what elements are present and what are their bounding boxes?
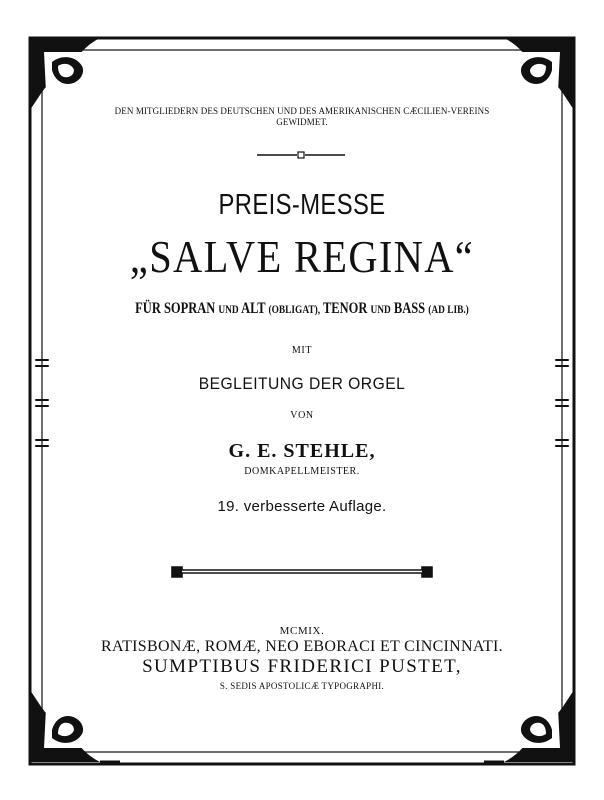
- composer-name: G. E. STEHLE,: [228, 440, 376, 462]
- scoring-alt: ALT: [241, 300, 266, 317]
- edition-text: 19. verbesserte Auflage.: [217, 498, 387, 515]
- dedication: [60, 106, 544, 128]
- scoring-obligat: (OBLIGAT),: [268, 302, 321, 316]
- title-content: [60, 0, 544, 800]
- mit-text: MIT: [291, 345, 313, 356]
- dedication-line-2: GEWIDMET.: [276, 117, 328, 127]
- scoring-soprano: FÜR SOPRAN: [135, 300, 216, 317]
- small-ornamental-rule: [60, 150, 544, 160]
- accompaniment-text: BEGLEITUNG DER ORGEL: [198, 374, 406, 393]
- imprint-publisher: SUMPTIBUS FRIDERICI PUSTET,: [142, 656, 462, 677]
- imprint-year: MCMIX.: [279, 625, 325, 637]
- dedication-line-1: DEN MITGLIEDERN DES DEUTSCHEN UND DES AMERIKANISCHEN CÆCILIEN-VEREINS: [114, 106, 490, 116]
- title-line-2: „SALVE REGINA“: [129, 231, 475, 282]
- imprint-printer: S. SEDIS APOSTOLICÆ TYPOGRAPHI.: [219, 681, 385, 691]
- scoring-ad-lib: (AD LIB.): [428, 302, 469, 316]
- voice-scoring: [113, 300, 491, 318]
- scoring-bass: BASS: [393, 300, 426, 317]
- von-text: VON: [290, 410, 314, 421]
- composer-position: DOMKAPELLMEISTER.: [244, 466, 360, 477]
- imprint-cities: RATISBONÆ, ROMÆ, NEO EBORACI ET CINCINNATI.: [101, 638, 503, 655]
- scoring-und-1: UND: [218, 302, 239, 316]
- scoring-tenor: TENOR: [322, 300, 368, 317]
- scoring-und-2: UND: [370, 302, 391, 316]
- title-line-1: PREIS-MESSE: [218, 189, 386, 221]
- large-ornamental-rule: [60, 565, 544, 579]
